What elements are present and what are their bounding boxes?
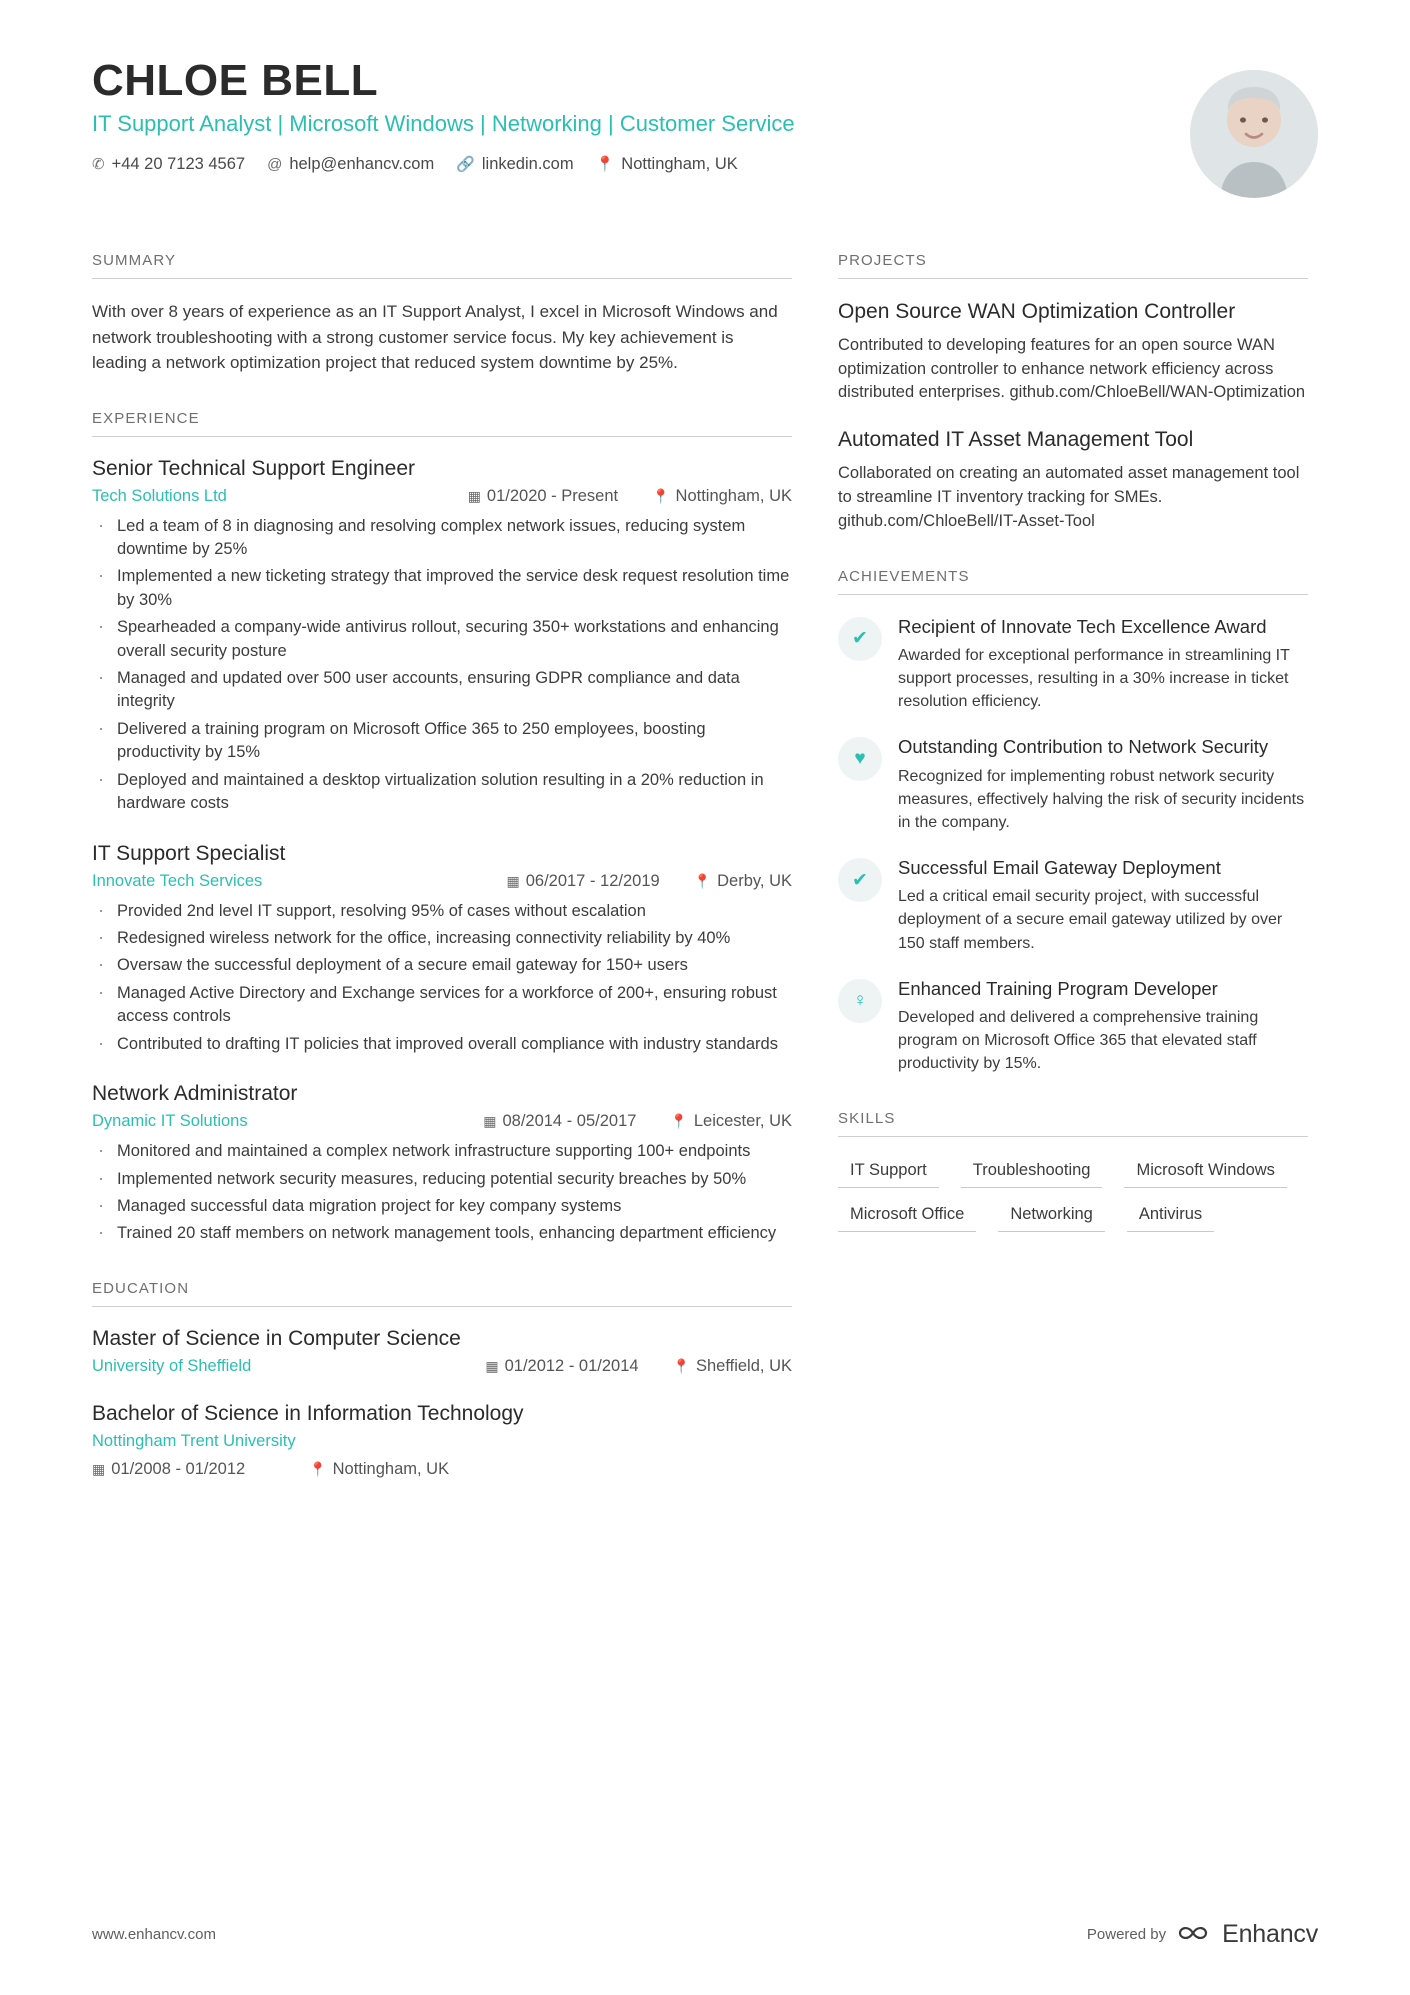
calendar-icon: ▦: [485, 1357, 499, 1374]
education-location: [673, 1357, 792, 1376]
section-title-skills: SKILLS: [838, 1110, 1308, 1137]
degree-title: Bachelor of Science in Information Technology: [92, 1401, 524, 1425]
education-meta: [92, 1432, 792, 1451]
achievement-item: [838, 977, 1308, 1076]
education-dates: [485, 1357, 638, 1376]
job-title: IT Support Specialist: [92, 841, 286, 865]
left-column: [92, 252, 792, 1513]
section-education: [92, 1280, 792, 1479]
achievement-description: Developed and delivered a comprehensive training program on Microsoft Office 365 that elevated staff productivity by 15%.: [898, 1008, 1259, 1073]
achievement-item: [838, 856, 1308, 955]
contact-phone: [92, 155, 245, 174]
list-item: · Led a team of 8 in diagnosing and resolving complex network issues, reducing system downtime by 25%: [92, 515, 792, 562]
job-bullets: [92, 900, 792, 1057]
location-icon: 📍: [309, 1460, 327, 1477]
list-item: · Managed successful data migration project for key company systems: [92, 1195, 792, 1218]
list-item: · Deployed and maintained a desktop virtualization solution resulting in a 20% reduction in hardware costs: [92, 769, 792, 816]
company-name: Innovate Tech Services: [92, 871, 263, 890]
experience-entry: [92, 842, 792, 1057]
list-item: · Provided 2nd level IT support, resolving 95% of cases without escalation: [92, 900, 792, 923]
job-dates-text: 06/2017 - 12/2019: [525, 871, 660, 890]
section-title-experience: EXPERIENCE: [92, 410, 792, 437]
project-title: Automated IT Asset Management Tool: [838, 428, 1194, 452]
section-title-achievements: ACHIEVEMENTS: [838, 568, 1308, 595]
job-location: [670, 1112, 792, 1131]
content-columns: [92, 252, 1318, 1513]
list-item: · Redesigned wireless network for the office, increasing connectivity reliability by 40%: [92, 927, 792, 950]
powered-by-label: Powered by: [1086, 1926, 1167, 1943]
list-item: · Trained 20 staff members on network management tools, enhancing department efficiency: [92, 1222, 792, 1245]
job-meta: [92, 1112, 792, 1131]
project-entry: [838, 427, 1308, 533]
achievement-description: Recognized for implementing robust network security measures, effectively halving the risk of security incidents in the company.: [898, 767, 1305, 831]
job-title: Senior Technical Support Engineer: [92, 456, 415, 480]
list-item: · Delivered a training program on Microsoft Office 365 to 250 employees, boosting productivity by 15%: [92, 718, 792, 765]
calendar-icon: ▦: [92, 1460, 106, 1477]
job-location: [694, 872, 792, 891]
degree-title: Master of Science in Computer Science: [92, 1326, 461, 1350]
location-icon: 📍: [652, 487, 670, 504]
list-item: · Implemented a new ticketing strategy that improved the service desk request resolution time by 30%: [92, 565, 792, 612]
contact-location-text: Nottingham, UK: [621, 155, 738, 174]
skills-list: [838, 1157, 1308, 1232]
right-column: [838, 252, 1308, 1513]
education-entry: [92, 1327, 792, 1376]
skill-tag: IT Support: [838, 1157, 939, 1188]
location-icon: 📍: [672, 1357, 690, 1374]
section-achievements: [838, 568, 1308, 1076]
location-icon: 📍: [670, 1113, 688, 1130]
section-experience: [92, 410, 792, 1246]
link-icon: 🔗: [456, 156, 475, 174]
job-location-text: Nottingham, UK: [675, 486, 792, 505]
contact-link-text: linkedin.com: [481, 155, 574, 174]
contact-email: [267, 155, 434, 174]
achievement-title: Recipient of Innovate Tech Excellence Award: [898, 615, 1267, 637]
heart-icon: ♥: [838, 737, 882, 781]
education-dates-text: 01/2012 - 01/2014: [504, 1356, 639, 1375]
project-title: Open Source WAN Optimization Controller: [838, 300, 1236, 323]
education-location: [309, 1460, 449, 1479]
project-entry: [838, 299, 1308, 405]
company-name: Dynamic IT Solutions: [92, 1112, 248, 1131]
avatar: [1190, 70, 1318, 198]
education-dates: [92, 1460, 245, 1479]
section-summary: [92, 252, 792, 376]
location-icon: 📍: [693, 872, 712, 889]
education-meta: [92, 1357, 792, 1376]
page-footer: [92, 1920, 1318, 1949]
school-name: University of Sheffield: [92, 1356, 252, 1375]
contact-location: [596, 155, 738, 174]
footer-website[interactable]: www.enhancv.com: [92, 1926, 216, 1943]
headline: IT Support Analyst | Microsoft Windows | Networking | Customer Service: [92, 111, 795, 137]
achievement-description: Led a critical email security project, with successful deployment of a secure email gateway utilized by over 150 staff members.: [898, 888, 1283, 952]
job-meta: [92, 872, 792, 891]
contact-row: [92, 155, 1318, 174]
summary-text: With over 8 years of experience as an IT Support Analyst, I excel in Microsoft Windows and network troubleshooting with a strong customer service focus. My key achievement is leading a network optimization project that reduced system downtime by 25%.: [92, 302, 778, 372]
list-item: · Managed Active Directory and Exchange services for a workforce of 200+, ensuring robust access controls: [92, 982, 792, 1029]
resume-header: [92, 58, 1318, 208]
achievement-item: [838, 735, 1308, 834]
powered-by: [1087, 1920, 1318, 1949]
job-dates-text: 01/2020 - Present: [486, 486, 619, 505]
job-dates: [483, 1112, 636, 1131]
section-title-education: EDUCATION: [92, 1280, 792, 1307]
skill-tag: Troubleshooting: [961, 1157, 1103, 1188]
list-item: · Managed and updated over 500 user accounts, ensuring GDPR compliance and data integrity: [92, 667, 792, 714]
job-title: Network Administrator: [92, 1082, 298, 1106]
contact-email-text: help@enhancv.com: [289, 155, 435, 174]
education-location-text: Sheffield, UK: [695, 1356, 792, 1375]
job-dates-text: 08/2014 - 05/2017: [502, 1112, 637, 1131]
school-name: Nottingham Trent University: [92, 1431, 296, 1450]
job-location-text: Derby, UK: [717, 871, 792, 890]
brand-name: Enhancv: [1222, 1920, 1318, 1948]
section-projects: [838, 252, 1308, 534]
company-name: Tech Solutions Ltd: [92, 486, 227, 505]
email-icon: @: [267, 156, 283, 174]
achievement-description: Awarded for exceptional performance in streamlining IT support processes, resulting in a 30% increase in ticket resolution efficiency.: [898, 646, 1290, 711]
achievement-title: Successful Email Gateway Deployment: [898, 857, 1221, 879]
job-bullets: [92, 515, 792, 816]
project-description: Contributed to developing features for an open source WAN optimization controller to enhance network efficiency across distributed enterprises. github.com/ChloeBell/WAN-Optimization: [838, 335, 1306, 402]
check-icon: ✔: [838, 858, 882, 902]
experience-entry: [92, 1082, 792, 1246]
phone-icon: ✆: [92, 156, 105, 174]
education-location-text: Nottingham, UK: [332, 1459, 450, 1478]
job-meta: [92, 487, 792, 506]
achievement-item: [838, 615, 1308, 714]
skill-tag: Microsoft Windows: [1124, 1157, 1286, 1188]
skill-tag: Networking: [998, 1201, 1105, 1232]
job-bullets: [92, 1140, 792, 1246]
calendar-icon: ▦: [483, 1113, 497, 1130]
lightbulb-icon: ♀: [838, 979, 882, 1023]
calendar-icon: ▦: [506, 872, 520, 889]
list-item: · Contributed to drafting IT policies that improved overall compliance with industry standards: [92, 1033, 792, 1056]
skill-tag: Microsoft Office: [838, 1201, 976, 1232]
contact-phone-text: +44 20 7123 4567: [111, 155, 246, 174]
achievement-title: Enhanced Training Program Developer: [898, 977, 1218, 999]
job-dates: [468, 487, 618, 506]
job-location-text: Leicester, UK: [693, 1112, 792, 1131]
achievement-title: Outstanding Contribution to Network Security: [898, 736, 1269, 758]
calendar-icon: ▦: [467, 487, 481, 504]
list-item: · Spearheaded a company-wide antivirus rollout, securing 350+ workstations and enhancing overall security posture: [92, 616, 792, 663]
education-meta-secondary: [92, 1460, 792, 1479]
list-item: · Implemented network security measures, reducing potential security breaches by 50%: [92, 1168, 792, 1191]
contact-link[interactable]: [456, 155, 573, 174]
list-item: · Monitored and maintained a complex network infrastructure supporting 100+ endpoints: [92, 1140, 792, 1163]
list-item: · Oversaw the successful deployment of a secure email gateway for 150+ users: [92, 954, 792, 977]
check-icon: ✔: [838, 617, 882, 661]
section-title-summary: SUMMARY: [92, 252, 792, 279]
education-dates-text: 01/2008 - 01/2012: [111, 1459, 246, 1478]
section-title-projects: PROJECTS: [838, 252, 1308, 279]
job-location: [652, 487, 792, 506]
project-description: Collaborated on creating an automated asset management tool to streamline IT inventory tracking for SMEs. github.com/ChloeBell/IT-Asset-Tool: [838, 463, 1300, 530]
enhancv-logo-icon: [1177, 1922, 1211, 1948]
skill-tag: Antivirus: [1127, 1201, 1214, 1232]
page-title: CHLOE BELL: [92, 56, 379, 105]
experience-entry: [92, 457, 792, 816]
job-dates: [506, 872, 659, 891]
section-skills: [838, 1110, 1308, 1232]
location-icon: 📍: [595, 156, 615, 174]
education-entry: [92, 1402, 792, 1479]
